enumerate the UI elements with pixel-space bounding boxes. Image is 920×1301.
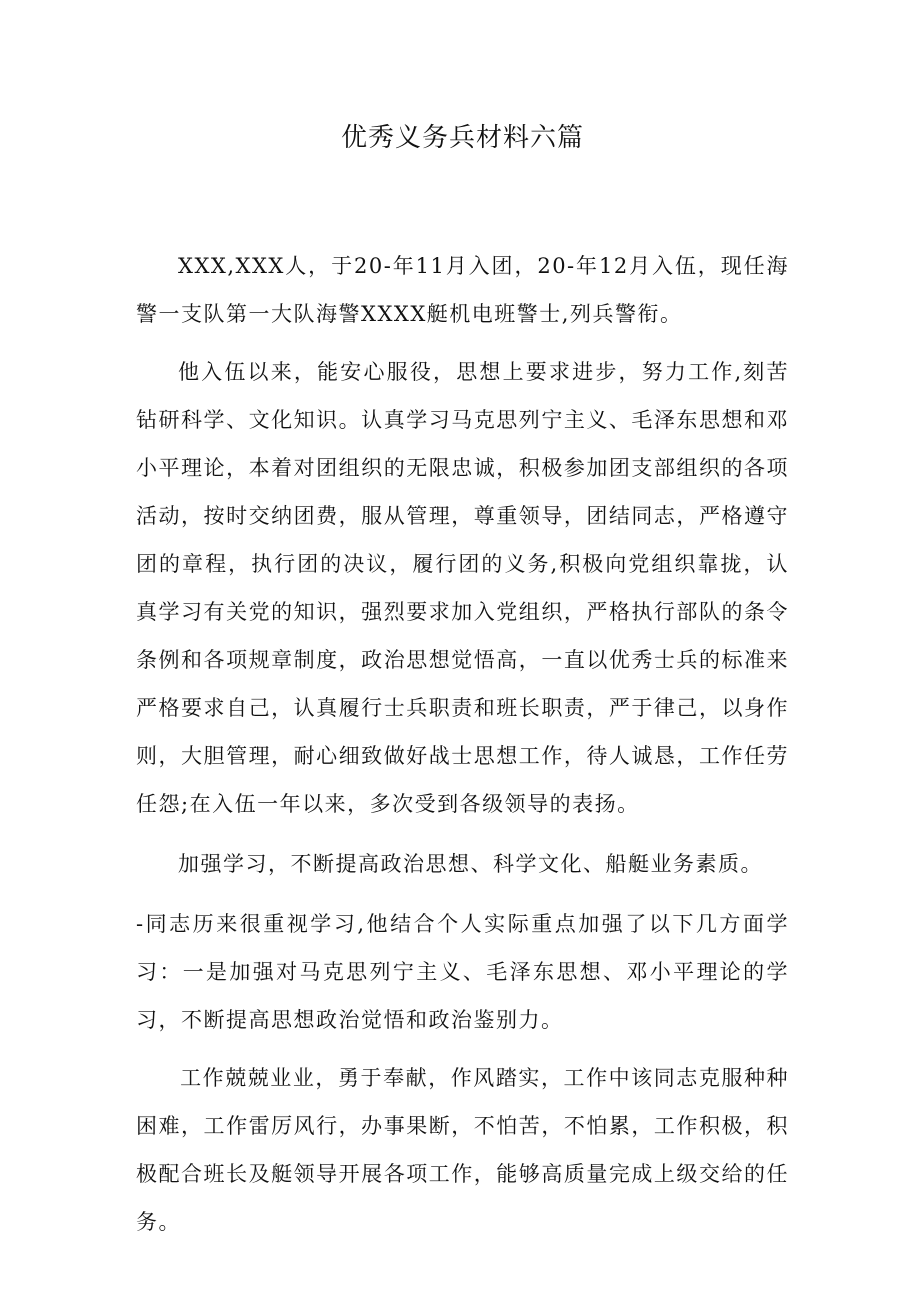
paragraph-study-detail: -同志历来很重视学习,他结合个人实际重点加强了以下几方面学习：一是加强对马克思列宁主义、毛泽东思想、邓小平理论的学习，不断提高思想政治觉悟和政治鉴别力。 [136, 912, 789, 1032]
document-title: 优秀义务兵材料六篇 [340, 123, 584, 153]
paragraph-service-record: 他入伍以来，能安心服役，思想上要求进步，努力工作,刻苦钻研科学、文化知识。认真学习马克思列宁主义、毛泽东思想和邓小平理论，本着对团组织的无限忠诚，积极参加团支部组织的各项活动，按时交纳团费，服从管理，尊重领导，团结同志，严格遵守团的章程，执行团的决议，履行团的义务,积极向党组织靠拢，认真学习有关党的知识，强烈要求加入党组织，严格执行部队的条令条例和各项规章制度，政治思想觉悟高，一直以优秀士兵的标准来严格要求自己，认真履行士兵职责和班长职责，严于律己，以身作则，大胆管理，耐心细致做好战士思想工作，待人诚恳，工作任劳任怨;在入伍一年以来，多次受到各级领导的表扬。 [136, 360, 789, 816]
paragraph-intro: XXX,XXX人，于20-年11月入团，20-年12月入伍，现任海警一支队第一大队海警XXXX艇机电班警士,列兵警衔。 [136, 254, 789, 326]
paragraph-study-heading: 加强学习，不断提高政治思想、科学文化、船艇业务素质。 [178, 852, 763, 876]
paragraph-work-attitude: 工作兢兢业业，勇于奉献，作风踏实，工作中该同志克服种种困难，工作雷厉风行，办事果断，不怕苦，不怕累，工作积极，积极配合班长及艇领导开展各项工作，能够高质量完成上级交给的任务。 [136, 1066, 789, 1234]
